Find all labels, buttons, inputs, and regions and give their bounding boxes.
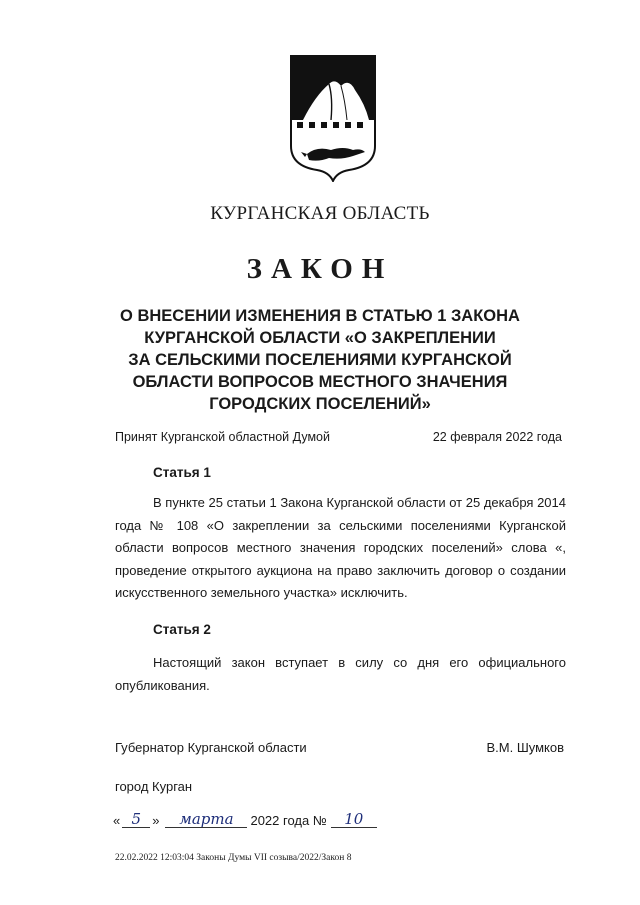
year-number-label: 2022 года №: [250, 813, 327, 828]
governor-title: Губернатор Курганской области: [115, 740, 307, 755]
adopted-by: Принят Курганской областной Думой: [115, 430, 330, 444]
quote-close: »: [152, 813, 160, 828]
subtitle-line: ЗА СЕЛЬСКИМИ ПОСЕЛЕНИЯМИ КУРГАНСКОЙ: [128, 351, 512, 369]
quote-open: «: [113, 813, 121, 828]
document-type: ЗАКОН: [246, 253, 394, 285]
law-subtitle: [100, 305, 540, 415]
article-1-text: В пункте 25 статьи 1 Закона Курганской области от 25 декабря 2014 года № 108 «О закреплении за сельскими поселениями Курганской области вопросов местного значения городских поселений» слова «, проведение открытого аукциона на право заключить договор о создании искусственного земельного участка» исключить.: [115, 495, 566, 600]
subtitle-line: ОБЛАСТИ ВОПРОСОВ МЕСТНОГО ЗНАЧЕНИЯ: [132, 373, 508, 391]
footer-stamp: 22.02.2022 12:03:04 Законы Думы VII созыва/2022/Закон 8: [115, 853, 352, 863]
adoption-date: 22 февраля 2022 года: [432, 430, 562, 444]
region-name: КУРГАНСКАЯ ОБЛАСТЬ: [210, 203, 430, 224]
governor-name: В.М. Шумков: [486, 740, 564, 755]
subtitle-line: КУРГАНСКОЙ ОБЛАСТИ «О ЗАКРЕПЛЕНИИ: [144, 329, 496, 347]
article-2-heading: Статья 2: [153, 622, 211, 637]
coat-of-arms-icon: [289, 54, 377, 182]
subtitle-line: О ВНЕСЕНИИ ИЗМЕНЕНИЯ В СТАТЬЮ 1 ЗАКОНА: [120, 307, 520, 325]
handwritten-day: 5: [122, 811, 150, 828]
city-name: город Курган: [115, 779, 193, 794]
article-1-heading: Статья 1: [153, 465, 211, 480]
article-2-text: Настоящий закон вступает в силу со дня его официального опубликования.: [115, 655, 566, 693]
handwritten-number: 10: [331, 811, 377, 828]
date-number-line: [113, 811, 377, 828]
handwritten-month: марта: [165, 811, 247, 828]
subtitle-line: ГОРОДСКИХ ПОСЕЛЕНИЙ»: [209, 395, 431, 413]
